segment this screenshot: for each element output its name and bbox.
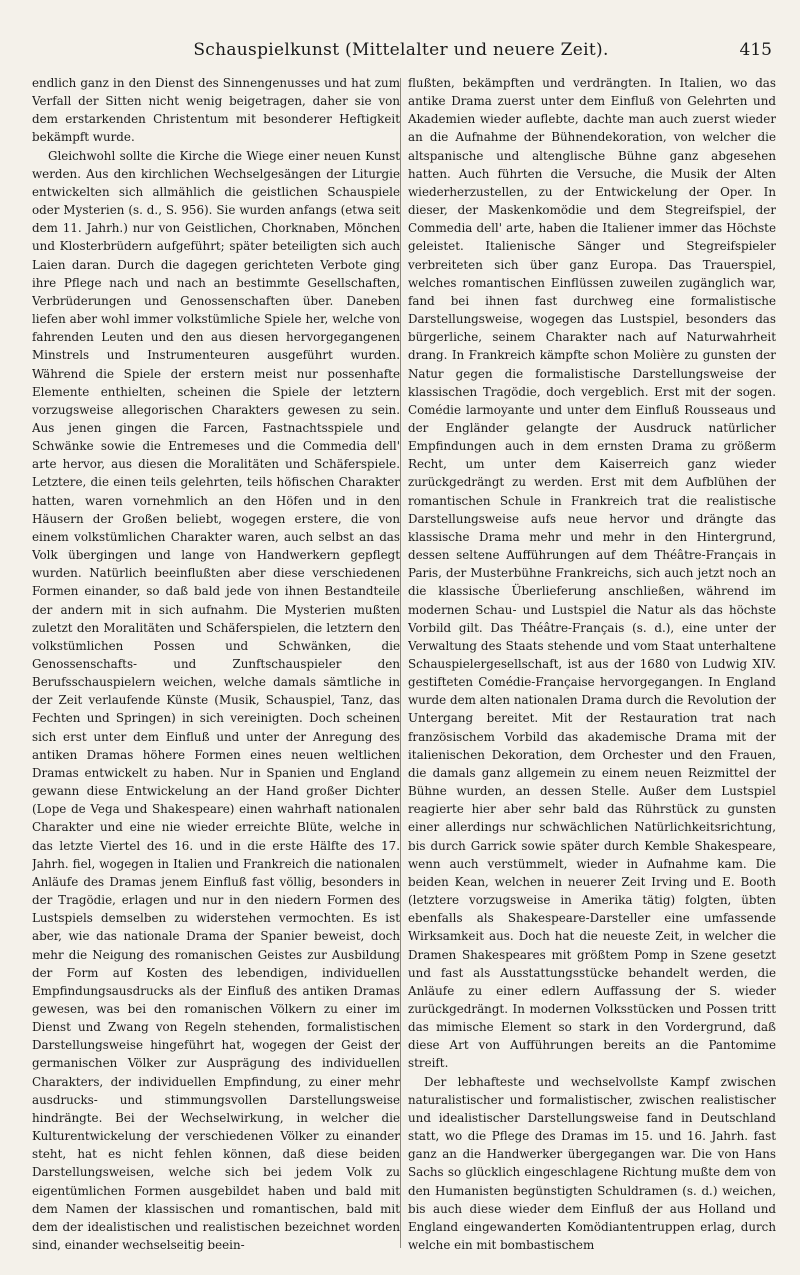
page-number: 415 xyxy=(739,40,772,60)
paragraph: endlich ganz in den Dienst des Sinnengenusses und hat zum Verfall der Sitten nicht wenig beigetragen, daher sie von dem erstarkenden Christentum mit besonderer Heftigkeit bekämpft wurde. xyxy=(32,76,400,145)
column-divider xyxy=(400,78,401,1248)
paragraph: flußten, bekämpften und verdrängten. In Italien, wo das antike Drama zuerst unter dem Einfluß von Gelehrten und Akademien wieder auflebte, dachte man auch zuerst wieder an die Aufnahme der Bühnendekoration, von welcher die altspanische und altenglische Bühne ganz abgesehen hatten. Auch führten die Versuche, die Musik der Alten wiederherzustellen, zu der Entwickelung der Oper. In dieser, der Maskenkomödie und dem Stegreifspiel, der Commedia dell' arte, haben die Italiener immer das Höchste geleistet. Italienische Sänger und Stegreifspieler verbreiteten sich über ganz Europa. Das Trauerspiel, welches romantischen Einflüssen zuweilen zugänglich war, fand bei ihnen fast durchweg eine formalistische Darstellungsweise, wogegen das Lustspiel, besonders das bürgerliche, seinem Charakter nach auf Naturwahrheit drang. In Frankreich kämpfte schon Molière zu gunsten der Natur gegen die formalistische Darstellungsweise der klassischen Tragödie, doch vergeblich. Erst mit der sogen. Comédie larmoyante und unter dem Einfluß Rousseaus und der Engländer gelangte der Ausdruck natürlicher Empfindungen auch in dem ernsten Drama zu größerm Recht, um unter dem Kaiserreich ganz wieder zurückgedrängt zu werden. Erst mit dem Aufblühen der romantischen Schule in Frankreich trat die realistische Darstellungsweise aufs neue hervor und drängte das klassische Drama mehr und mehr in den Hintergrund, dessen seltene Aufführungen auf dem Théâtre-Français in Paris, der Musterbühne Frankreichs, sich auch jetzt noch an die klassische Überlieferung anschließen, während im modernen Schau- und Lustspiel die Natur als das höchste Vorbild gilt. Das Théâtre-Français (s. d.), eine unter der Verwaltung des Staats stehende und vom Staat unterhaltene Schauspielergesellschaft, ist aus der 1680 von Ludwig XIV. gestifteten Comédie-Française hervorgegangen. In England wurde dem alten nationalen Drama durch die Revolution der Untergang bereitet. Mit der Restauration trat nach französischem Vorbild das akademische Drama mit der italienischen Dekoration, dem Orchester und den Frauen, die damals ganz allgemein zu einem neuen Reizmittel der Bühne wurden, an dessen Stelle. Außer dem Lustspiel reagierte hier aber sehr bald das Rührstück zu gunsten einer allerdings nur schwächlichen Natürlichkeitsrichtung, bis durch Garrick sowie später durch Kemble Shakespeare, wenn auch verstümmelt, wieder in Aufnahme kam. Die beiden Kean, welchen in neuerer Zeit Irving und E. Booth (letztere vorzugsweise in Amerika tätig) folgten, übten ebenfalls als Shakespeare-Darsteller eine umfassende Wirksamkeit aus. Doch hat die neueste Zeit, in welcher die Dramen Shakespeares mit größtem Pomp in Szene gesetzt und fast als Ausstattungsstücke behandelt werden, die Anläufe zu einer edlern Auffassung der S. wieder zurückgedrängt. In modernen Volksstücken und Possen tritt das mimische Element so stark in den Vordergrund, daß diese Art von Aufführungen bereits an die Pantomime streift. xyxy=(408,76,776,1071)
paragraph: Der lebhafteste und wechselvollste Kampf zwischen naturalistischer und formalistischer, zwischen realistischer und idealistischer Darstellungsweise fand in Deutschland statt, wo die Pflege des Dramas im 15. und 16. Jahrh. fast ganz an die Handwerker übergegangen war. Die von Hans Sachs so glücklich eingeschlagene Richtung mußte dem von den Humanisten begünstigten Schuldramen (s. d.) weichen, bis auch diese wieder dem Einfluß der aus Holland und England eingewanderten Komödiantentruppen erlag, durch welche ein mit bombastischem xyxy=(408,1074,776,1252)
paragraph: Gleichwohl sollte die Kirche die Wiege einer neuen Kunst werden. Aus den kirchlichen Wechselgesängen der Liturgie entwickelten sich allmählich die geistlichen Schauspiele oder Mysterien (s. d., S. 956). Sie wurden anfangs (etwa seit dem 11. Jahrh.) nur von Geistlichen, Chorknaben, Mönchen und Klosterbrüdern aufgeführt; später beteiligten sich auch Laien daran. Durch die dagegen gerichteten Verbote ging ihre Pflege nach und nach an bestimmte Gesellschaften, Verbrüderungen und Genossenschaften über. Daneben liefen aber wohl immer volkstümliche Spiele her, welche von fahrenden Leuten und den aus diesen hervorgegangenen Minstrels und Instrumenteuren ausgeführt wurden. Während die Spiele der erstern meist nur possenhafte Elemente enthielten, scheinen die Spiele der letztern vorzugsweise allegorischen Charakters gewesen zu sein. Aus jenen gingen die Farcen, Fastnachtsspiele und Schwänke sowie die Entremeses und die Commedia dell' arte hervor, aus diesen die Moralitäten und Schäferspiele. Letztere, die einen teils gelehrten, teils höfischen Charakter hatten, waren vornehmlich an den Höfen und in den Häusern der Großen beliebt, wogegen erstere, die von einem volkstümlichen Charakter waren, auch selbst an das Volk übergingen und lange von Handwerkern gepflegt wurden. Natürlich beeinflußten aber diese verschiedenen Formen einander, so daß bald jede von ihnen Bestandteile der andern mit in sich aufnahm. Die Mysterien mußten zuletzt den Moralitäten und Schäferspielen, die letztern den volkstümlichen Possen und Schwänken, die Genossenschafts- und Zunftschauspieler den Berufsschauspielern weichen, welche damals sämtliche in der Zeit verlaufende Künste (Musik, Schauspiel, Tanz, das Fechten und Springen) in sich vereinigten. Doch scheinen sich erst unter dem Einfluß und unter der Anregung des antiken Dramas höhere Formen eines neuen weltlichen Dramas entwickelt zu haben. Nur in Spanien und England gewann diese Entwickelung an der Hand großer Dichter (Lope de Vega und Shakespeare) einen wahrhaft nationalen Charakter und eine nie wieder erreichte Blüte, welche in das letzte Viertel des 16. und in die erste Hälfte des 17. Jahrh. fiel, wogegen in Italien und Frankreich die nationalen Anläufe des Dramas jenem Einfluß fast völlig, besonders in der Tragödie, erlagen und nur in den niedern Formen des Lustspiels demselben zu widerstehen vermochten. Es ist aber, wie das nationale Drama der Spanier beweist, doch mehr die Neigung des romanischen Geistes zur Ausbildung der Form auf Kosten des lebendigen, individuellen Empfindungsausdrucks als der Einfluß des antiken Dramas gewesen, was bei den romanischen Völkern zu einer im Dienst und Zwang von Regeln stehenden, formalistischen Darstellungsweise hingeführt hat, wogegen der Geist der germanischen Völker zur Ausprägung des individuellen Charakters, der individuellen Empfindung, zu einer mehr ausdrucks- und stimmungsvollen Darstellungsweise hindrängte. Bei der Wechselwirkung, in welcher die Kulturentwickelung der verschiedenen Völker zu einander steht, hat es nicht fehlen können, daß diese beiden Darstellungsweisen, welche sich bei jedem Volk zu eigentümlichen Formen ausgebildet haben und bald mit dem Namen der klassischen und romantischen, bald mit dem der idealistischen und realistischen bezeichnet worden sind, einander wechselseitig beein- xyxy=(32,148,400,1252)
left-column xyxy=(32,74,400,1254)
page-header xyxy=(30,40,772,68)
right-column xyxy=(408,74,776,1254)
running-title: Schauspielkunst (Mittelalter und neuere Zeit). xyxy=(193,40,609,60)
